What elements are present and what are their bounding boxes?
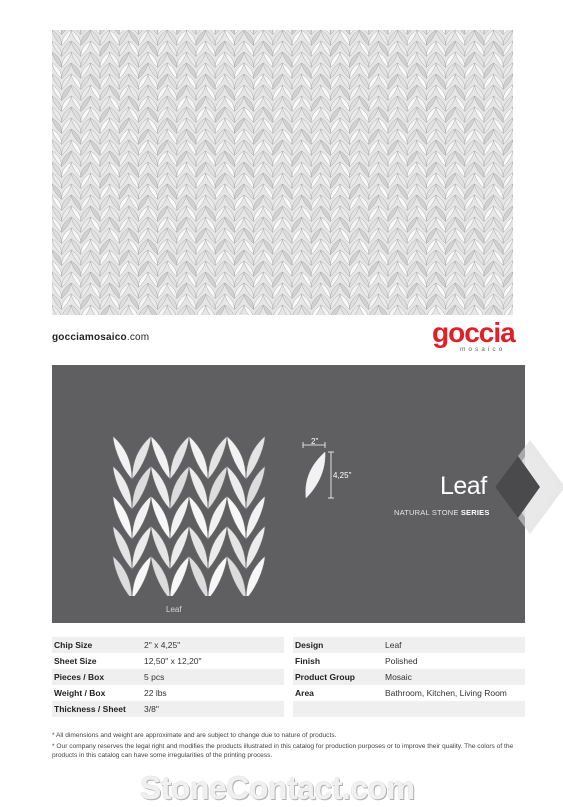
leaf-pattern-image <box>52 30 513 315</box>
spec-value: 12,50" x 12,20" <box>144 656 202 666</box>
spec-row <box>293 669 525 685</box>
spec-value: Mosaic <box>385 672 412 682</box>
spec-value: 2" x 4,25" <box>144 640 181 650</box>
spec-value: 3/8" <box>144 704 159 714</box>
series-prefix: NATURAL STONE <box>394 508 459 517</box>
leaf-tile-sheet <box>104 436 274 601</box>
spec-column-left <box>52 637 284 717</box>
spec-row <box>52 669 284 685</box>
spec-label: Finish <box>295 656 321 666</box>
series-label <box>394 508 490 517</box>
goccia-logo <box>432 317 515 353</box>
website-brand: gocciamosaico <box>52 332 127 343</box>
spec-label: Design <box>295 640 324 650</box>
spec-label: Weight / Box <box>54 688 106 698</box>
spec-label: Sheet Size <box>54 656 97 666</box>
spec-value: Leaf <box>385 640 402 650</box>
spec-row <box>52 701 284 717</box>
logo-subtitle: mosaico <box>460 346 506 353</box>
spec-label: Product Group <box>295 672 355 682</box>
spec-row <box>293 637 525 653</box>
spec-label: Chip Size <box>54 640 93 650</box>
spec-value: Polished <box>385 656 418 666</box>
product-name: Leaf <box>440 472 487 500</box>
spec-row <box>52 637 284 653</box>
spec-row <box>293 685 525 701</box>
spec-label: Area <box>295 688 314 698</box>
spec-row <box>52 685 284 701</box>
spec-label: Thickness / Sheet <box>54 704 126 714</box>
website-link[interactable] <box>52 332 149 343</box>
diamond-decoration <box>490 432 563 542</box>
spec-label: Pieces / Box <box>54 672 105 682</box>
spec-value: 5 pcs <box>144 672 165 682</box>
disclaimer-notes <box>52 732 522 762</box>
spec-row <box>52 653 284 669</box>
spec-column-right <box>293 637 525 717</box>
note-dimensions: * All dimensions and weight are approximate and are subject to change due to nature of products. <box>52 732 337 739</box>
note-rights: * Our company reserves the legal right and modifies the products illustrated in this catalog for production purposes or to improve their quality. The colors of the products in this catalog can have some irregularities of the printing process. <box>52 742 514 759</box>
spec-value: 22 lbs <box>144 688 167 698</box>
website-tld: .com <box>126 332 150 343</box>
watermark: StoneContact.com <box>140 770 415 806</box>
tile-caption: Leaf <box>166 605 182 614</box>
logo-word: goccia <box>432 317 515 348</box>
chip-height-label: 4,25" <box>333 471 352 480</box>
spec-row <box>293 653 525 669</box>
spec-row <box>293 701 525 717</box>
spec-value: Bathroom, Kitchen, Living Room <box>385 688 507 698</box>
series-suffix: SERIES <box>460 508 490 517</box>
chip-width-label: 2" <box>311 437 319 446</box>
